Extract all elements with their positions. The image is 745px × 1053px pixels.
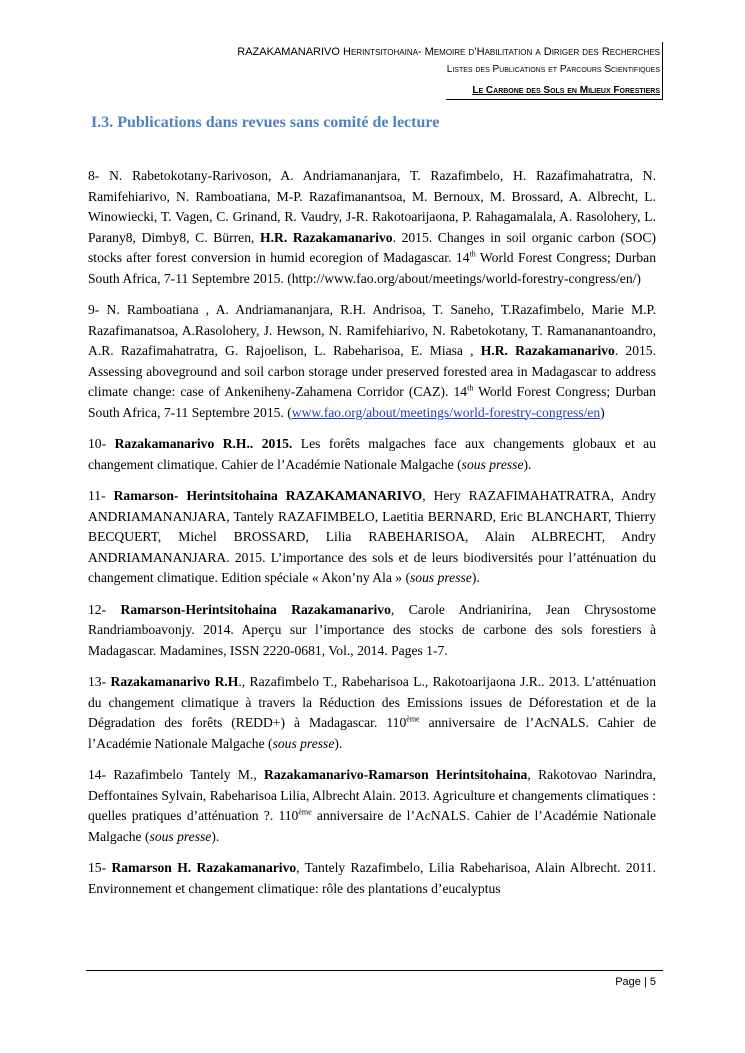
header-line-1 [237,44,660,60]
publication-entry-14 [88,765,656,847]
entry-number: 12- [88,601,107,617]
entry-number: 13- [88,674,107,689]
page-number: 5 [649,976,656,988]
entry-highlight-author: Razakamanarivo-Ramarson Herintsitohaina [264,767,528,782]
entry-number: 14- [88,767,107,782]
publication-list [88,166,656,910]
entry-highlight-author: Ramarson-Herintsitohaina Razakamanarivo [120,601,391,617]
publication-entry-8 [88,166,656,289]
entry-text: , Hery RAZAFIMAHATRATRA, Andry ANDRIAMANANJARA, Tantely RAZAFIMBELO, Laetitia BERNARD, Eric BLANCHART, Thierry BECQUERT, Michel BROSSARD, Lilia RABEHARISOA, Alain ALBRECHT, Andry ANDRIAMANANJARA. 2015. L’importance des sols et de leurs biodiversités pour l’atténuation du changement climatique. Edition spéciale « Akon’ny Ala » ( [88,488,656,585]
header-author-name: RAZAKAMANARIVO [237,46,340,58]
entry-number: 8- [88,168,100,183]
entry-highlight-author: Ramarson- Herintsitohaina RAZAKAMANARIVO [113,488,423,503]
entry-text: anniversaire de l’AcNALS. Cahier de l’Académie Nationale Malgache ( [88,808,657,844]
entry-highlight-author: Razakamanarivo R.H [110,674,239,689]
entry-text: ). [523,456,532,472]
entry-superscript: ème [298,807,312,817]
publication-entry-15 [88,858,656,899]
entry-text: , Tantely Razafimbelo, Lilia Rabeharisoa, Alain Albrecht. 2011. Environnement et changement climatique: rôle des plantations d’eucalyptus [88,860,656,896]
publication-entry-9 [88,300,656,423]
running-header [237,44,660,99]
entry-number: 11- [88,488,106,503]
entry-text: , Rakotovao Narindra, Deffontaines Sylvain, Rabeharisoa Lilia, Albrecht Alain. 2013. Agriculture et changements climatiques : quelles pratiques d’atténuation ?. 110 [88,767,656,823]
publication-entry-10 [88,434,656,475]
entry-text: Les forêts malgaches face aux changements globaux et au changement climatique. Cahier de l’Académie Nationale Malgache ( [88,436,656,472]
entry-status: sous presse [410,570,472,585]
entry-status: sous presse [272,735,335,751]
entry-highlight-author: H.R. Razakamanarivo [480,343,615,358]
entry-text: ). [334,735,343,751]
entry-text: . 2015. Assessing aboveground and soil carbon storage under preserved forested area in Madagascar to address climate change: case of Ankeniheny-Zahamena Corridor (CAZ). 14 [88,343,656,399]
page-separator: | [643,976,647,988]
entry-number: 15- [88,860,107,875]
header-vertical-rule [662,42,663,100]
entry-text: ). [211,828,220,844]
publication-entry-12 [88,600,656,662]
entry-highlight-author: Razakamanarivo R.H.. 2015. [114,436,293,451]
header-line-3: Le Carbone des Sols en Milieux Forestiers [472,85,660,96]
entry-text: World Forest Congress; Durban South Africa, 7-11 Septembre 2015. ( [88,384,656,420]
entry-text: ) [600,404,605,420]
fao-congress-link[interactable]: www.fao.org/about/meetings/world-forestry-congress/en [291,404,601,420]
header-thesis-title: Herintsitohaina- Memoire d’Habilitation a Diriger des Recherches [343,46,660,58]
entry-number: 10- [88,436,107,451]
header-horizontal-rule [446,99,663,100]
entry-text: ). [471,570,480,585]
entry-highlight-author: Ramarson H. Razakamanarivo [111,860,297,875]
page-footer [615,976,656,988]
entry-text: . 2015. Changes in soil organic carbon (SOC) stocks after forest conversion in humid ecoregion of Madagascar. 14 [88,229,656,265]
publication-entry-13 [88,672,656,754]
entry-text: World Forest Congress; Durban South Africa, 7-11 Septembre 2015. (http://www.fao.org/about/meetings/world-forestry-congress/en/) [88,250,656,286]
entry-authors: Razafimbelo Tantely M., [106,767,265,782]
header-line-2: Listes des Publications et Parcours Scientifiques [446,64,660,75]
publication-entry-11 [88,486,656,589]
entry-status: sous presse [461,456,524,472]
entry-text: ., Razafimbelo T., Rabeharisoa L., Rakotoarijaona J.R.. 2013. L’atténuation du changement climatique à travers la Réduction des Emissions issues de Déforestation et de la Dégradation des forêts (REDD+) à Madagascar. 110 [88,674,656,730]
entry-number: 9- [88,302,100,317]
entry-authors: N. Ramboatiana , A. Andriamananjara, R.H. Andrisoa, T. Saneho, T.Razafimbelo, Marie M.P. Razafimanatsoa, A.Rasolohery, J. Hewson, N. Ramifehiarivo, N. Rabetokotany, T. Ramananantoandro, A.R. Razafimahatratra, G. Rajoelison, L. Rabeharisoa, E. Miasa , [88,302,656,358]
entry-highlight-author: H.R. Razakamanarivo [260,229,393,245]
entry-superscript: th [469,249,476,259]
entry-superscript: ème [406,714,420,724]
entry-text: , Carole Andrianirina, Jean Chrysostome Randriamboavonjy. 2014. Aperçu sur l’importance des stocks de carbone des sols forestiers à Madagascar. Madamines, ISSN 2220-0681, Vol., 2014. Pages 1-7. [88,601,656,658]
footer-rule [86,970,663,971]
entry-text: anniversaire de l’AcNALS. Cahier de l’Académie Nationale Malgache ( [88,715,656,751]
section-title: I.3. Publications dans revues sans comité de lecture [91,114,440,131]
entry-authors: N. Rabetokotany-Rarivoson, A. Andriamananjara, T. Razafimbelo, H. Razafimahatratra, N. Ramifehiarivo, N. Ramboatiana, M-P. Razafimanantsoa, M. Bernoux, M. Brossard, A. Albrecht, L. Winowiecki, T. Vagen, C. Grinand, R. Vaudry, J-R. Rakotoarijaona, P. Rahagamalala, A. Rasolohery, L. Parany8, Dimby8, C. Bürren, [88,168,656,245]
entry-superscript: th [467,383,474,393]
entry-status: sous presse [149,828,212,844]
page-label: Page [615,976,641,988]
